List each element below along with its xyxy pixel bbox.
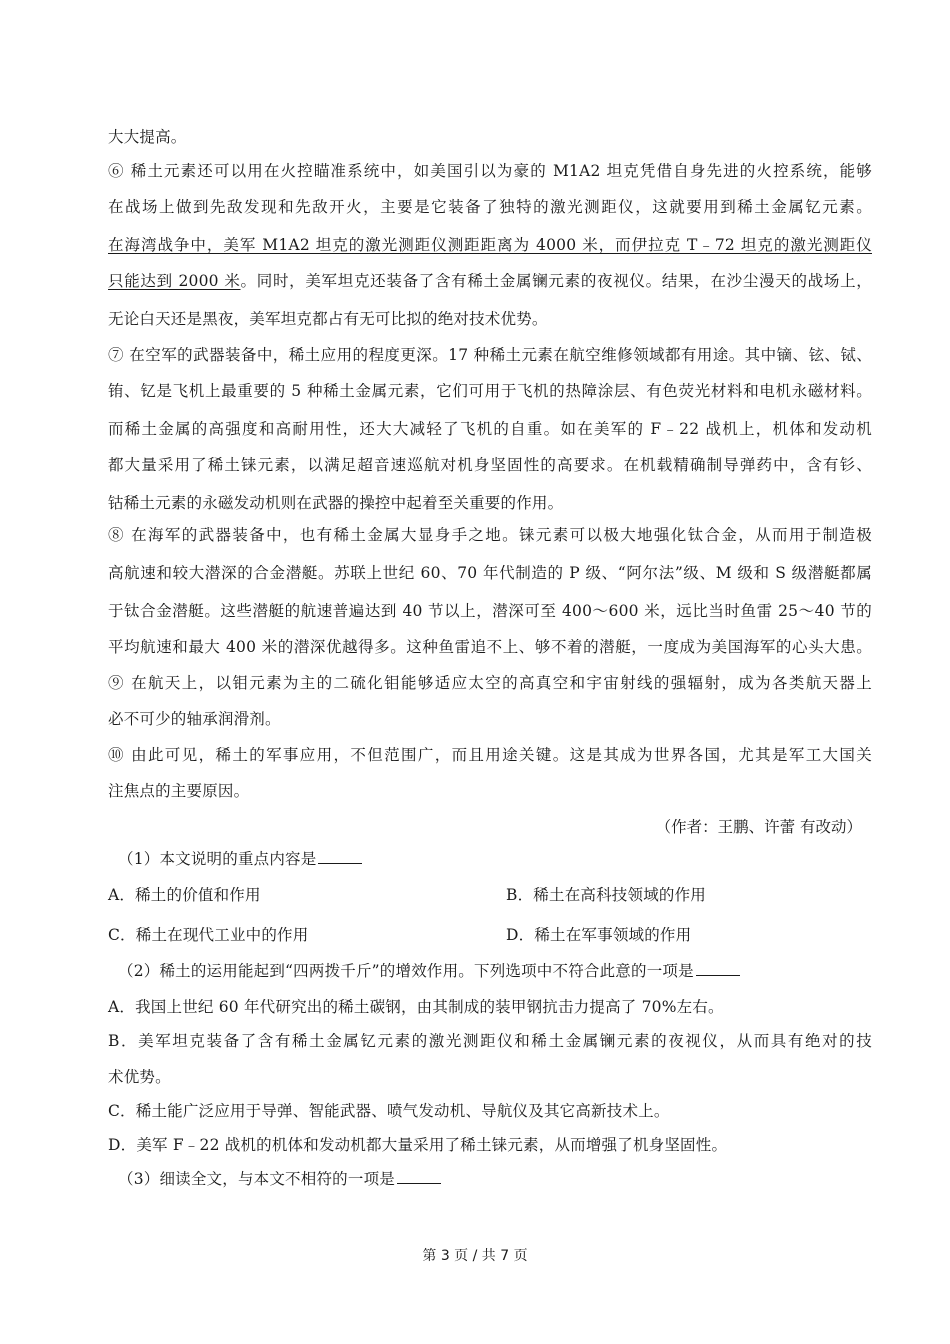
- question-2-text: （2）稀土的运用能起到“四两拨千斤”的增效作用。下列选项中不符合此意的一项是: [118, 962, 694, 980]
- option-b[interactable]: B．稀土在高科技领域的作用: [506, 886, 706, 904]
- paragraph-line: 在战场上做到先敌发现和先敌开火，主要是它装备了独特的激光测距仪，这就要用到稀土金属钇元素。: [108, 198, 872, 216]
- paragraph-line: ⑨ 在航天上，以钼元素为主的二硫化钼能够适应太空的高真空和宇宙射线的强辐射，成为各类航天器上: [108, 674, 872, 692]
- author-credit: （作者：王鹏、许蕾 有改动）: [655, 818, 862, 836]
- option-d[interactable]: D．稀土在军事领域的作用: [506, 926, 692, 944]
- paragraph-text: 。同时，美军坦克还装备了含有稀土金属镧元素的夜视仪。结果，在沙尘漫天的战场上，: [240, 272, 872, 290]
- option-b-continued[interactable]: 术优势。: [108, 1068, 171, 1086]
- paragraph-line: 平均航速和最大 400 米的潜深优越得多。这种鱼雷追不上、够不着的潜艇，一度成为美国海军的心头大患。: [108, 638, 872, 656]
- option-c[interactable]: C．稀土能广泛应用于导弹、智能武器、喷气发动机、导航仪及其它高新技术上。: [108, 1102, 670, 1120]
- answer-blank: [696, 961, 740, 976]
- question-1-stem: [118, 849, 362, 869]
- option-a[interactable]: A．我国上世纪 60 年代研究出的稀土碳钢，由其制成的装甲钢抗击力提高了 70%左右。: [108, 998, 724, 1016]
- question-1-text: （1）本文说明的重点内容是: [118, 850, 317, 868]
- paragraph-line: ⑩ 由此可见，稀土的军事应用，不但范围广，而且用途关键。这是其成为世界各国，尤其是军工大国关: [108, 746, 872, 764]
- option-a[interactable]: A．稀土的价值和作用: [108, 886, 261, 904]
- paragraph-line: 注焦点的主要原因。: [108, 782, 250, 800]
- question-2-stem: [118, 961, 740, 981]
- question-3-stem: [118, 1169, 441, 1189]
- paragraph-line: 而稀土金属的高强度和高耐用性，还大大减轻了飞机的自重。如在美军的 F﹣22 战机上，机体和发动机: [108, 420, 872, 438]
- question-1-options-row2: [108, 925, 692, 945]
- option-d[interactable]: D．美军 F﹣22 战机的机体和发动机都大量采用了稀土铼元素，从而增强了机身坚固性。: [108, 1136, 728, 1154]
- underlined-text: 只能达到 2000 米: [108, 272, 241, 290]
- option-c[interactable]: C．稀土在现代工业中的作用: [108, 926, 309, 944]
- paragraph-line: 于钛合金潜艇。这些潜艇的航速普遍达到 40 节以上，潜深可至 400～600 米，远比当时鱼雷 25～40 节的: [108, 602, 872, 620]
- paragraph-line: [108, 271, 872, 291]
- answer-blank: [397, 1169, 441, 1184]
- question-1-options-row1: [108, 885, 706, 905]
- page-number: 第 3 页 / 共 7 页: [422, 1248, 528, 1264]
- paragraph-line: ⑥ 稀土元素还可以用在火控瞄准系统中，如美国引以为豪的 M1A2 坦克凭借自身先进的火控系统，能够: [108, 162, 872, 180]
- paragraph-line: 必不可少的轴承润滑剂。: [108, 710, 281, 728]
- underlined-line: 在海湾战争中，美军 M1A2 坦克的激光测距仪测距距离为 4000 米，而伊拉克 T﹣72 坦克的激光测距仪: [108, 236, 872, 254]
- paragraph-line: 铕、钇是飞机上最重要的 5 种稀土金属元素，它们可用于飞机的热障涂层、有色荧光材料和电机永磁材料。: [108, 382, 872, 400]
- paragraph-line: 无论白天还是黑夜，美军坦克都占有无可比拟的绝对技术优势。: [108, 310, 548, 328]
- answer-blank: [318, 849, 362, 864]
- question-3-text: （3）细读全文，与本文不相符的一项是: [118, 1170, 395, 1188]
- option-b[interactable]: B．美军坦克装备了含有稀土金属钇元素的激光测距仪和稀土金属镧元素的夜视仪，从而具有绝对的技: [108, 1032, 872, 1050]
- paragraph-line: 大大提高。: [108, 128, 187, 146]
- paragraph-line: ⑧ 在海军的武器装备中，也有稀土金属大显身手之地。铼元素可以极大地强化钛合金，从而用于制造极: [108, 526, 872, 544]
- paragraph-line: 高航速和较大潜深的合金潜艇。苏联上世纪 60、70 年代制造的 P 级、“阿尔法”级、M 级和 S 级潜艇都属: [108, 564, 872, 582]
- paragraph-line: ⑦ 在空军的武器装备中，稀土应用的程度更深。17 种稀土元素在航空维修领域都有用途。其中镝、铉、铽、: [108, 346, 872, 364]
- paragraph-line: 钴稀土元素的永磁发动机则在武器的操控中起着至关重要的作用。: [108, 494, 564, 512]
- paragraph-line: 都大量采用了稀土铼元素，以满足超音速巡航对机身坚固性的高要求。在机载精确制导弹药中，含有钐、: [108, 456, 872, 474]
